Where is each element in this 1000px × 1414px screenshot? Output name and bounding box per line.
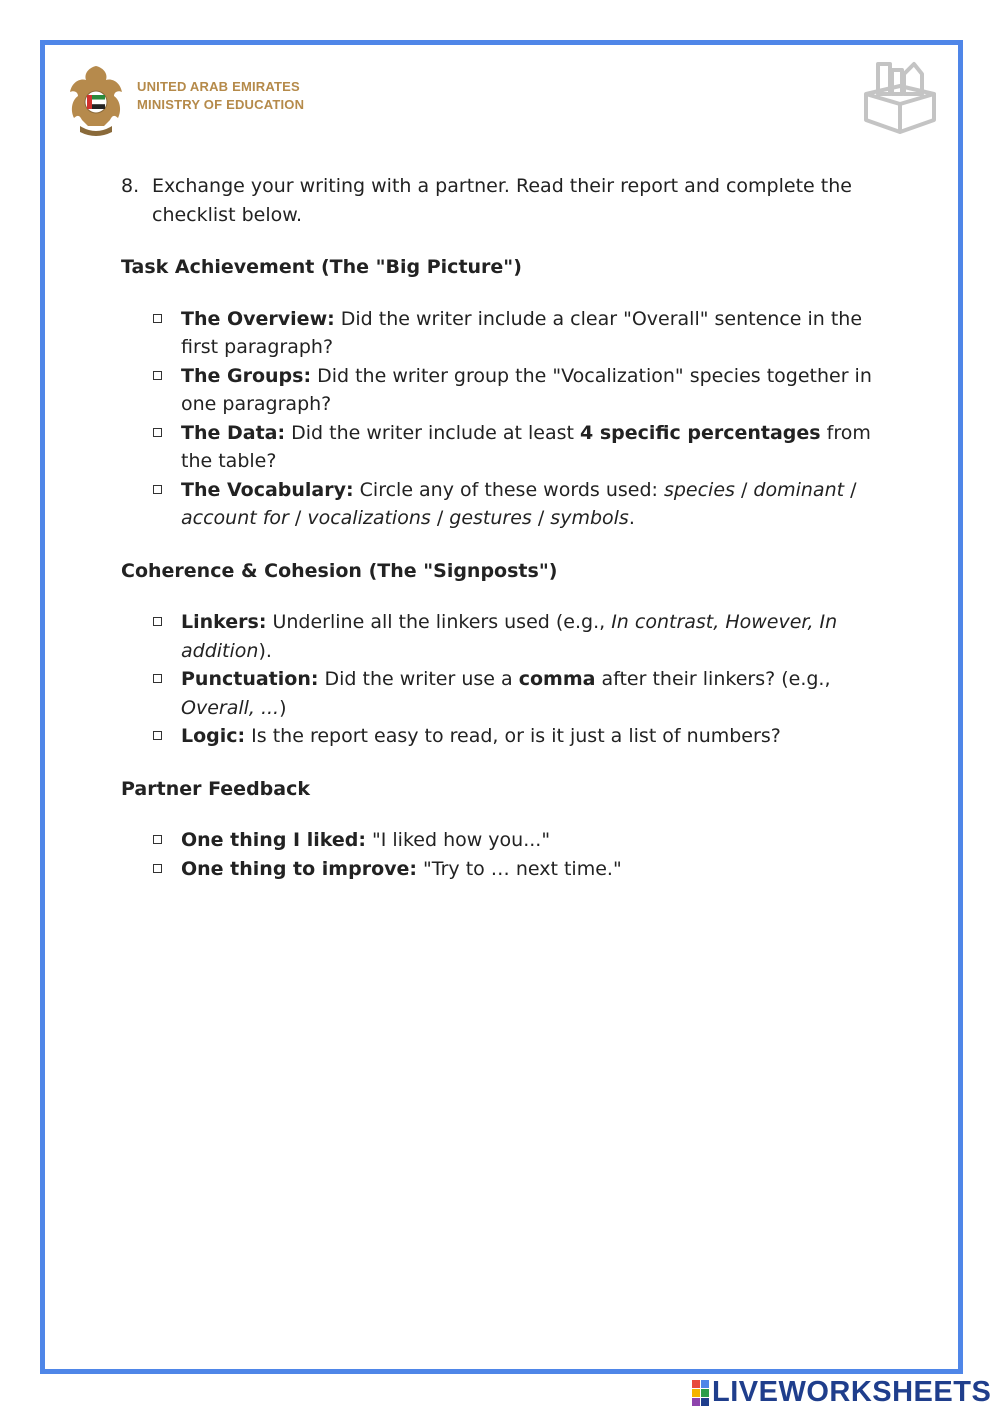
checkbox-icon[interactable]: [153, 731, 162, 740]
item-label: Linkers:: [181, 611, 267, 633]
separator: /: [430, 507, 450, 529]
checklist-item-logic: [153, 722, 891, 751]
item-label: One thing I liked:: [181, 829, 366, 851]
checkbox-icon[interactable]: [153, 835, 162, 844]
partner-feedback-checklist: [121, 826, 891, 883]
checkbox-icon[interactable]: [153, 864, 162, 873]
checklist-item-overview: [153, 305, 891, 362]
partner-feedback-title: Partner Feedback: [121, 777, 310, 800]
liveworksheets-grid-icon: [692, 1380, 709, 1406]
item-label: The Groups:: [181, 364, 312, 387]
checklist-item-punctuation: [153, 665, 891, 722]
checklist-item-improve: [153, 855, 891, 884]
ministry-line-1: UNITED ARAB EMIRATES: [137, 79, 300, 94]
checkbox-icon[interactable]: [153, 371, 162, 380]
item-text: ): [279, 696, 287, 719]
checklist-item-groups: [153, 362, 891, 419]
liveworksheets-brand: LIVEWORKSHEETS: [712, 1376, 992, 1408]
books-box-icon: [862, 60, 938, 138]
item-label: The Overview:: [181, 307, 335, 330]
checkbox-icon[interactable]: [153, 617, 162, 626]
task-achievement-title: Task Achievement (The "Big Picture"): [121, 256, 522, 278]
item-label: The Vocabulary:: [181, 478, 354, 501]
item-emphasis: 4 specific percentages: [580, 421, 821, 444]
checklist-item-data: [153, 419, 891, 476]
item-text: ).: [258, 639, 272, 662]
checkbox-icon[interactable]: [153, 428, 162, 437]
item-label: Punctuation:: [181, 668, 319, 690]
checkbox-icon[interactable]: [153, 674, 162, 683]
instruction-text: Exchange your writing with a partner. Read their report and complete the checklist below.: [152, 175, 852, 226]
item-text: Did the writer group the "Vocalization" species together in one paragraph?: [181, 364, 872, 415]
coherence-title: Coherence & Cohesion (The "Signposts"): [121, 559, 558, 582]
item-text: from the table?: [181, 421, 871, 472]
ministry-logo: [66, 60, 316, 150]
period: .: [628, 507, 635, 529]
item-label: One thing to improve:: [181, 857, 417, 880]
item-text: Underline all the linkers used (e.g.,: [266, 611, 612, 633]
item-emphasis: comma: [518, 668, 596, 690]
vocab-word[interactable]: symbols: [550, 507, 629, 529]
uae-emblem-icon: [66, 62, 126, 142]
item-text: "I liked how you...": [365, 829, 551, 851]
item-text: Circle any of these words used:: [353, 478, 664, 501]
instruction: [121, 172, 891, 229]
item-text: Did the writer include at least: [285, 421, 580, 444]
vocab-word[interactable]: species: [663, 478, 735, 501]
item-text: Is the report easy to read, or is it just a list of numbers?: [245, 725, 781, 747]
item-label: The Data:: [181, 421, 286, 444]
item-text: after their linkers? (e.g.,: [595, 668, 831, 690]
vocab-word[interactable]: dominant: [753, 478, 845, 501]
checkbox-icon[interactable]: [153, 485, 162, 494]
ministry-line-2: MINISTRY OF EDUCATION: [137, 97, 305, 112]
vocab-word[interactable]: vocalizations: [307, 507, 431, 529]
task-achievement-checklist: [121, 305, 891, 533]
coherence-checklist: [121, 608, 891, 751]
separator: /: [734, 478, 754, 501]
separator: /: [288, 507, 308, 529]
vocab-word[interactable]: account for: [181, 507, 289, 529]
item-label: Logic:: [181, 725, 246, 747]
worksheet-content: [121, 172, 891, 883]
separator: /: [844, 478, 857, 501]
checklist-item-linkers: [153, 608, 891, 665]
item-text: "Try to … next time.": [417, 857, 622, 880]
separator: /: [531, 507, 551, 529]
instruction-number: 8.: [121, 175, 140, 197]
item-text: Did the writer include a clear "Overall" sentence in the first paragraph?: [181, 307, 863, 358]
liveworksheets-logo: [692, 1376, 991, 1409]
vocab-word[interactable]: gestures: [449, 507, 532, 529]
checklist-item-liked: [153, 826, 891, 855]
item-example: Overall, ...: [181, 696, 280, 719]
checklist-item-vocabulary: [153, 476, 891, 533]
checkbox-icon[interactable]: [153, 314, 162, 323]
item-text: Did the writer use a: [318, 668, 519, 690]
item-example: In contrast, However, In addition: [181, 611, 838, 662]
